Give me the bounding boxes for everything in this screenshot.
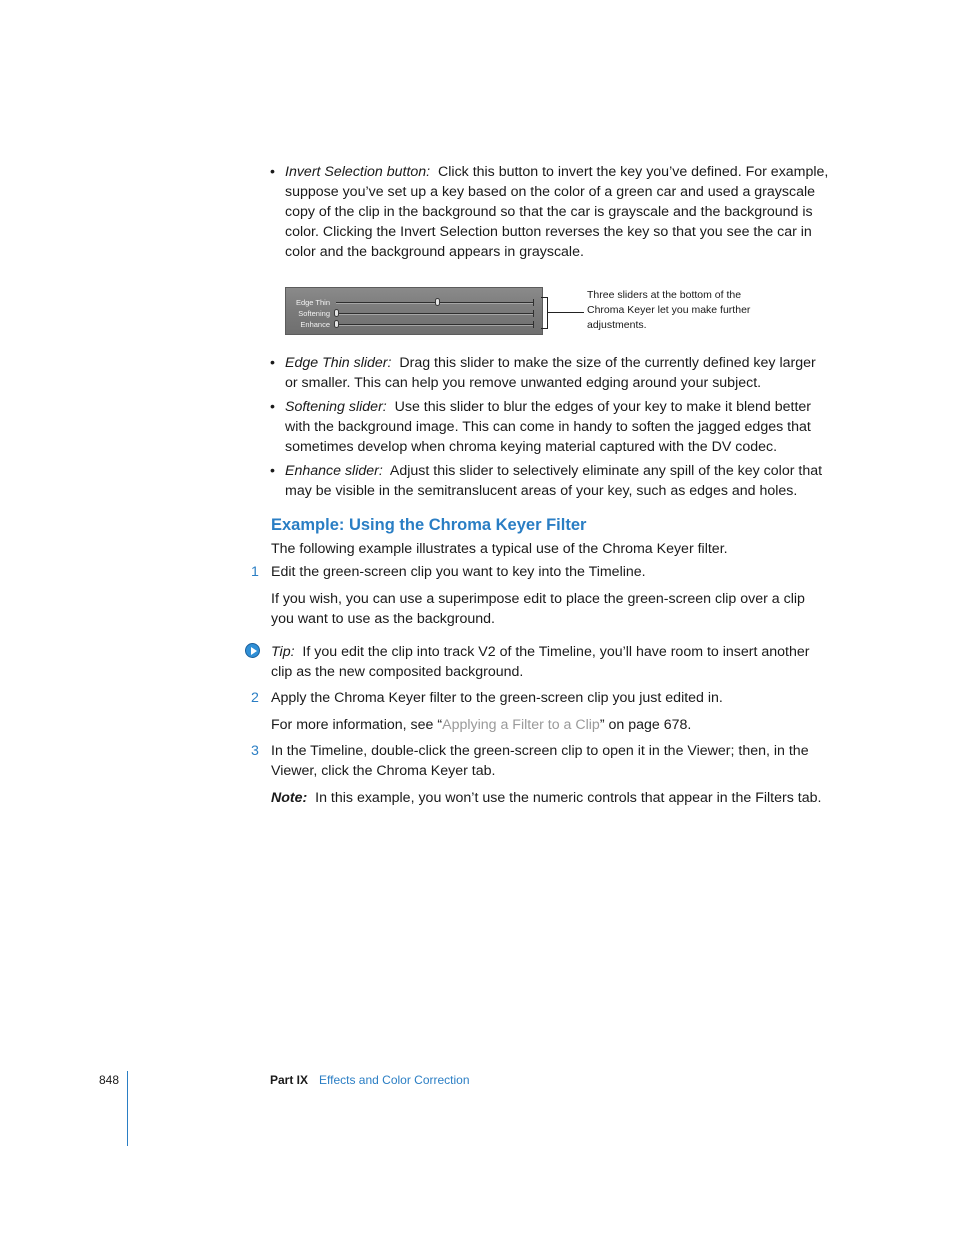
slider-track: [336, 324, 534, 326]
bullet-edge-thin: [270, 353, 830, 393]
tip-text: If you edit the clip into track V2 of the Timeline, you’ll have room to insert another clip as the new composited background.: [271, 644, 810, 680]
note-label: Note:: [271, 790, 308, 806]
step-number: 2: [251, 690, 259, 706]
callout-bracket: [541, 297, 548, 329]
step-note: If you wish, you can use a superimpose edit to place the green-screen clip over a clip you want to use as the background.: [271, 591, 805, 627]
bullet-term: Enhance slider:: [285, 463, 383, 479]
step-text: Apply the Chroma Keyer filter to the green-screen clip you just edited in.: [271, 690, 723, 706]
bullet-text: Drag this slider to make the size of the currently defined key larger or smaller. This can help you remove unwanted edging around your subject.: [285, 355, 816, 391]
slider-knob: [334, 309, 339, 317]
slider-row-enhance: [286, 319, 542, 330]
bullet-term: Edge Thin slider:: [285, 355, 392, 371]
slider-row-edge-thin: [286, 297, 542, 308]
chroma-keyer-sliders-figure: [285, 287, 543, 335]
cross-reference-link[interactable]: Applying a Filter to a Clip: [442, 717, 600, 733]
slider-end-tick: [533, 321, 534, 328]
slider-label: Softening: [298, 309, 330, 318]
footer-section-title: Effects and Color Correction: [319, 1073, 470, 1087]
note-text: In this example, you won’t use the numeric controls that appear in the Filters tab.: [315, 790, 822, 806]
step-number: 1: [251, 564, 259, 580]
slider-label: Edge Thin: [295, 298, 330, 307]
bullet-dot: •: [270, 355, 275, 371]
bullet-text: Click this button to invert the key you’ve defined. For example, suppose you’ve set up a key based on the color of a green car and used a grayscale copy of the clip in the background so that the car is grayscale and the background is color. Clicking the Invert Selection button reverses the key so that you see the car in color and the background appears in grayscale.: [285, 164, 829, 260]
bullet-text: Use this slider to blur the edges of your key to make it blend better with the background image. This can come in handy to soften the jagged edges that sometimes develop when chroma keying material captured with the DV codec.: [285, 399, 812, 455]
slider-knob: [334, 320, 339, 328]
figure-callout: Three sliders at the bottom of the Chroma Keyer let you make further adjustments.: [587, 289, 751, 331]
bullet-softening: [270, 397, 830, 457]
slider-row-softening: [286, 308, 542, 319]
tip-label: Tip:: [271, 644, 295, 660]
step-number: 3: [251, 743, 259, 759]
footer-part: Part IX: [270, 1073, 309, 1087]
bullet-term: Invert Selection button:: [285, 164, 431, 180]
page-number: 848: [99, 1073, 120, 1087]
section-intro: The following example illustrates a typical use of the Chroma Keyer filter.: [271, 541, 728, 557]
more-info-prefix: For more information, see “: [271, 717, 443, 733]
slider-end-tick: [533, 310, 534, 317]
slider-track: [336, 313, 534, 315]
bullet-dot: •: [270, 399, 275, 415]
bullet-invert-selection: [270, 162, 830, 262]
bullet-dot: •: [270, 463, 275, 479]
slider-label: Enhance: [300, 320, 330, 329]
step-text: Edit the green-screen clip you want to key into the Timeline.: [271, 564, 646, 580]
bullet-term: Softening slider:: [285, 399, 387, 415]
step-text: In the Timeline, double-click the green-screen clip to open it in the Viewer; then, in the Viewer, click the Chroma Keyer tab.: [271, 743, 809, 779]
callout-leader-line: [548, 312, 584, 313]
slider-knob: [435, 298, 440, 306]
bullet-dot: •: [270, 164, 275, 180]
bullet-enhance: [270, 461, 830, 501]
bullet-text: Adjust this slider to selectively eliminate any spill of the key color that may be visible in the semitranslucent areas of your key, such as edges and holes.: [285, 463, 823, 499]
section-heading: Example: Using the Chroma Keyer Filter: [271, 516, 587, 534]
tip-paragraph: [271, 642, 831, 682]
more-info-paragraph: [271, 715, 831, 735]
more-info-suffix: ” on page 678.: [599, 717, 692, 733]
slider-end-tick: [533, 299, 534, 306]
note-paragraph: [271, 788, 841, 808]
tip-arrow-icon: [245, 643, 260, 658]
footer-divider: [127, 1071, 128, 1146]
